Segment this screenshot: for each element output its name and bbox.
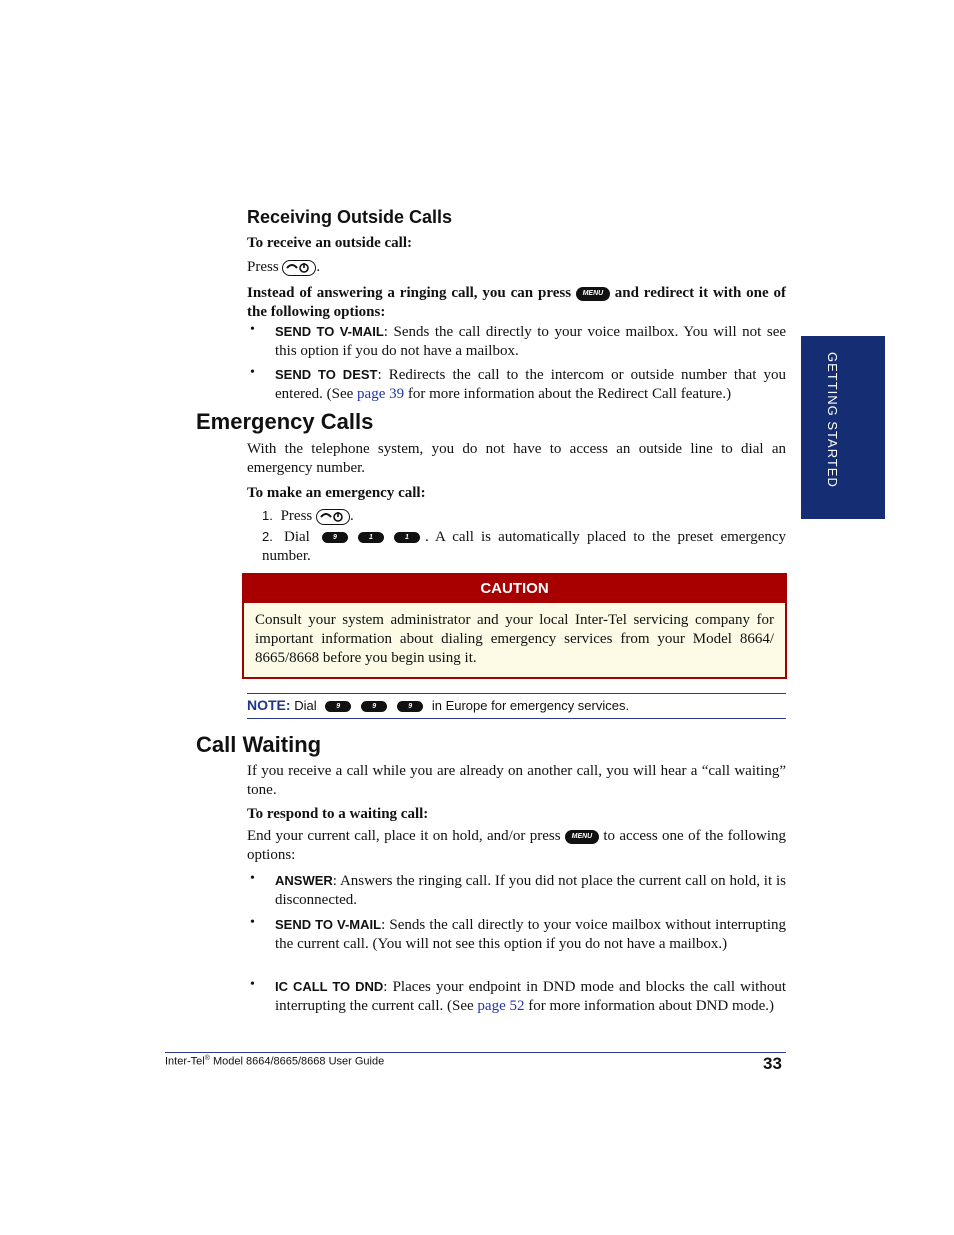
option-answer: ANSWER: Answers the ringing call. If you did not place the current call on hold, it is disconnected.: [275, 873, 786, 908]
page-number: 33: [763, 1054, 782, 1073]
option-send-to-dest: SEND TO DEST: Redirects the call to the intercom or outside number that you entered. (See page 39 for more information about the Redirect Call feature.): [275, 367, 786, 402]
footer-rule: [165, 1052, 786, 1053]
key-9-icon: 9: [322, 532, 348, 543]
key-9-icon: 9: [397, 701, 423, 712]
press-text: Press: [247, 259, 279, 275]
bullet-icon: •: [250, 871, 255, 886]
bullet-icon: •: [250, 977, 255, 992]
section-side-tab: [801, 336, 885, 519]
receiving-heading: Receiving Outside Calls: [247, 207, 453, 227]
option-ic-call-to-dnd: IC CALL TO DND: Places your endpoint in DND mode and blocks the call without interrupting the current call. (See page 52 for more information about DND mode.): [275, 979, 786, 1014]
bullet-icon: •: [250, 322, 255, 337]
redirect-instructions: Instead of answering a ringing call, you can press MENU and redirect it with one of the following options:: [247, 285, 786, 320]
menu-key-icon: MENU: [565, 830, 599, 844]
emergency-procedure-title: To make an emergency call:: [247, 485, 426, 501]
key-9-icon: 9: [361, 701, 387, 712]
emergency-step-1: 1. Press .: [262, 508, 354, 524]
speaker-key-icon: [316, 509, 350, 525]
bullet-icon: •: [250, 365, 255, 380]
page-39-link[interactable]: page 39: [357, 386, 405, 402]
key-9-icon: 9: [325, 701, 351, 712]
key-1-icon: 1: [394, 532, 420, 543]
note: NOTE: Dial 9 9 9 in Europe for emergency services.: [247, 697, 630, 713]
emergency-heading: Emergency Calls: [196, 409, 374, 434]
caution-text: Consult your system administrator and your local Inter-Tel servicing company for important information about dialing emergency services from your Model 8664/ 8665/8668 before you begin using it.: [255, 612, 774, 666]
menu-key-icon: MENU: [576, 287, 610, 301]
call-waiting-intro: If you receive a call while you are already on another call, you will hear a “call waiting” tone.: [247, 763, 786, 798]
note-label: NOTE:: [247, 697, 291, 713]
caution-box: [242, 573, 787, 679]
key-1-icon: 1: [358, 532, 384, 543]
page-52-link[interactable]: page 52: [477, 998, 525, 1014]
emergency-intro: With the telephone system, you do not have to access an outside line to dial an emergency number.: [247, 441, 786, 476]
call-waiting-heading: Call Waiting: [196, 732, 322, 757]
call-waiting-instructions: End your current call, place it on hold, and/or press MENU to access one of the following options:: [247, 828, 787, 863]
receiving-procedure-title: To receive an outside call:: [247, 235, 412, 251]
emergency-step-2: 2. Dial 9 1 1 . A call is automatically placed to the preset emergency number.: [262, 529, 787, 564]
option-send-to-vmail: SEND TO V-MAIL: Sends the call directly to your voice mailbox without interrupting the current call. (You will not see this option if you do not have a mailbox.): [275, 917, 786, 952]
footer-title: Inter-Tel® Model 8664/8665/8668 User Guide: [165, 1055, 385, 1068]
bullet-icon: •: [250, 915, 255, 930]
caution-title: CAUTION: [244, 575, 785, 603]
receiving-press-line: Press .: [247, 259, 321, 275]
call-waiting-procedure-title: To respond to a waiting call:: [247, 806, 429, 822]
section-side-tab-label: GETTING STARTED: [825, 352, 840, 488]
note-top-rule: [247, 693, 786, 694]
note-bottom-rule: [247, 718, 786, 719]
option-send-to-vmail: SEND TO V-MAIL: Sends the call directly to your voice mailbox. You will not see this option if you do not have a mailbox.: [275, 324, 787, 359]
speaker-key-icon: [282, 260, 316, 276]
